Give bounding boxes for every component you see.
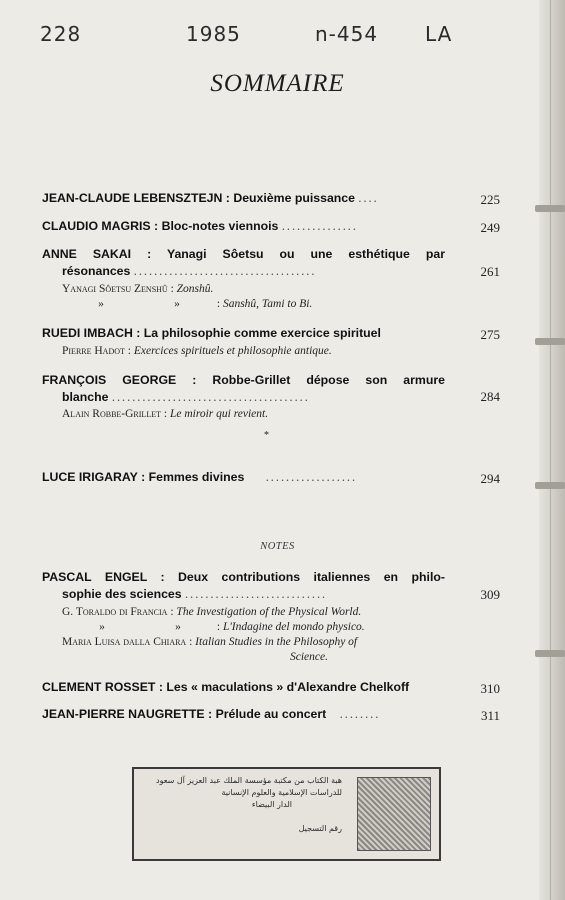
stamp-emblem-icon — [357, 777, 431, 851]
page-number: 310 — [480, 681, 500, 696]
entry-title: Deux contributions italiennes en philo- — [178, 570, 445, 584]
leader-dots: .... — [358, 191, 379, 205]
entry-title: Deuxième puissance — [233, 191, 355, 205]
ditto-mark: » — [98, 298, 104, 310]
entry-title: La philosophie comme exercice spirituel — [143, 326, 381, 340]
handwritten-year: 1985 — [186, 22, 241, 46]
leader-dots: .................................... — [133, 264, 317, 278]
reviewed-work: G. Toraldo di Francia : The Investigation of the Physical World. — [62, 606, 362, 618]
stamp-line: رقم التسجيل — [298, 824, 342, 833]
leader-dots: .................. — [265, 470, 358, 484]
work-title: Le miroir qui revient. — [169, 408, 269, 420]
entry-title: Bloc-notes viennois — [161, 219, 279, 233]
entry-title-continued: sophie des sciences — [62, 587, 182, 601]
stamp-line: الدار البيضاء — [251, 800, 292, 809]
stamp-text — [142, 775, 342, 835]
reviewed-work: Pierre Hadot : Exercices spirituels et philosophie antique. — [62, 345, 332, 357]
leader-dots: ............... — [281, 219, 358, 233]
entry-author: JEAN-PIERRE NAUGRETTE — [42, 707, 205, 721]
page-number: 275 — [480, 327, 500, 342]
entry-author: FRANÇOIS GEORGE — [42, 373, 177, 387]
reviewed-work: » » : Sanshû, Tami to Bi. — [62, 297, 312, 312]
reviewed-work: Yanagi Sôetsu Zenshû : Zonshû. — [62, 283, 214, 295]
work-title-continued: Science. — [290, 651, 328, 663]
toc-entry: ANNE SAKAI : Yanagi Sôetsu ou une esthétique par résonances .................................... — [42, 247, 445, 278]
page-number: 261 — [480, 264, 500, 279]
binding-tab — [535, 338, 565, 345]
page-number: 249 — [480, 220, 500, 235]
stamp-line: هبة الكتاب من مكتبة مؤسسة الملك عبد العزيز آل سعود — [156, 776, 342, 785]
toc-entry: PASCAL ENGEL : Deux contributions italiennes en philo- sophie des sciences ............................ — [42, 570, 445, 601]
page-number: 311 — [480, 708, 500, 723]
leader-dots: ........ — [339, 707, 381, 721]
reviewed-work-continued — [290, 650, 328, 665]
binding-tab — [535, 650, 565, 657]
entry-author: ANNE SAKAI — [42, 247, 132, 261]
entry-author: CLEMENT ROSSET — [42, 680, 156, 694]
reviewed-work: Alain Robbe-Grillet : Le miroir qui revient. — [62, 408, 269, 420]
entry-title: Les « maculations » d'Alexandre Chelkoff — [166, 680, 410, 694]
page-number: 294 — [480, 471, 500, 486]
entry-author: LUCE IRIGARAY — [42, 470, 138, 484]
toc-entry: LUCE IRIGARAY : Femmes divines .................. — [42, 470, 358, 484]
work-author: Maria Luisa dalla Chiara — [62, 636, 187, 648]
toc-entry: CLEMENT ROSSET : Les « maculations » d'Alexandre Chelkoff — [42, 680, 410, 694]
toc-entry: CLAUDIO MAGRIS : Bloc-notes viennois ............... — [42, 219, 358, 233]
binding-tab — [535, 482, 565, 489]
entry-title: Femmes divines — [148, 470, 245, 484]
entry-title-continued: blanche — [62, 390, 109, 404]
entry-title: Yanagi Sôetsu ou une esthétique par — [166, 247, 445, 261]
work-title: Sanshû, Tami to Bi. — [222, 298, 313, 310]
entry-author: PASCAL ENGEL — [42, 570, 148, 584]
entry-title: Prélude au concert — [215, 707, 327, 721]
work-author: G. Toraldo di Francia — [62, 606, 168, 618]
stamp-line: للدراسات الإسلامية والعلوم الإنسانية — [221, 788, 342, 797]
page-number: 284 — [480, 389, 500, 404]
toc-entry: FRANÇOIS GEORGE : Robbe-Grillet dépose son armure blanche ....................................... — [42, 373, 445, 404]
toc-entry: JEAN-PIERRE NAUGRETTE : Prélude au concert ........ — [42, 707, 381, 721]
entry-author: RUEDI IMBACH — [42, 326, 133, 340]
work-title: The Investigation of the Physical World. — [176, 606, 362, 618]
leader-dots: ....................................... — [111, 390, 310, 404]
work-title: Exercices spirituels et philosophie antique. — [133, 345, 332, 357]
entry-author: CLAUDIO MAGRIS — [42, 219, 151, 233]
ditto-mark: » — [175, 621, 181, 633]
handwritten-number: 228 — [40, 22, 82, 46]
work-author: Alain Robbe-Grillet — [62, 408, 161, 420]
page-title: SOMMAIRE — [210, 70, 345, 97]
handwritten-issue: n-454 — [315, 22, 379, 46]
binding-line — [550, 0, 551, 900]
toc-entry: RUEDI IMBACH : La philosophie comme exercice spirituel — [42, 326, 381, 340]
work-title: Zonshû. — [176, 283, 214, 295]
notes-heading: NOTES — [260, 541, 295, 552]
work-title: Italian Studies in the Philosophy of — [195, 636, 358, 648]
handwritten-code: LA — [425, 22, 453, 46]
work-author: Yanagi Sôetsu Zenshû — [62, 283, 168, 295]
entry-title: Robbe-Grillet dépose son armure — [212, 373, 445, 387]
toc-entry: JEAN-CLAUDE LEBENSZTEJN : Deuxième puissance .... — [42, 191, 379, 205]
entry-author: JEAN-CLAUDE LEBENSZTEJN — [42, 191, 223, 205]
entry-title-continued: résonances — [62, 264, 131, 278]
reviewed-work: Maria Luisa dalla Chiara : Italian Studies in the Philosophy of — [62, 636, 358, 648]
page-number: 309 — [480, 587, 500, 602]
page-number: 225 — [480, 192, 500, 207]
section-separator: * — [264, 430, 269, 441]
binding-tab — [535, 205, 565, 212]
reviewed-work: » » : L'Indagine del mondo physico. — [62, 620, 365, 635]
ditto-mark: » — [99, 621, 105, 633]
page-edge-shadow — [539, 0, 565, 900]
work-author: Pierre Hadot — [62, 345, 125, 357]
work-title: L'Indagine del mondo physico. — [222, 621, 365, 633]
library-stamp — [132, 767, 441, 861]
ditto-mark: » — [174, 298, 180, 310]
leader-dots: ............................ — [185, 587, 328, 601]
